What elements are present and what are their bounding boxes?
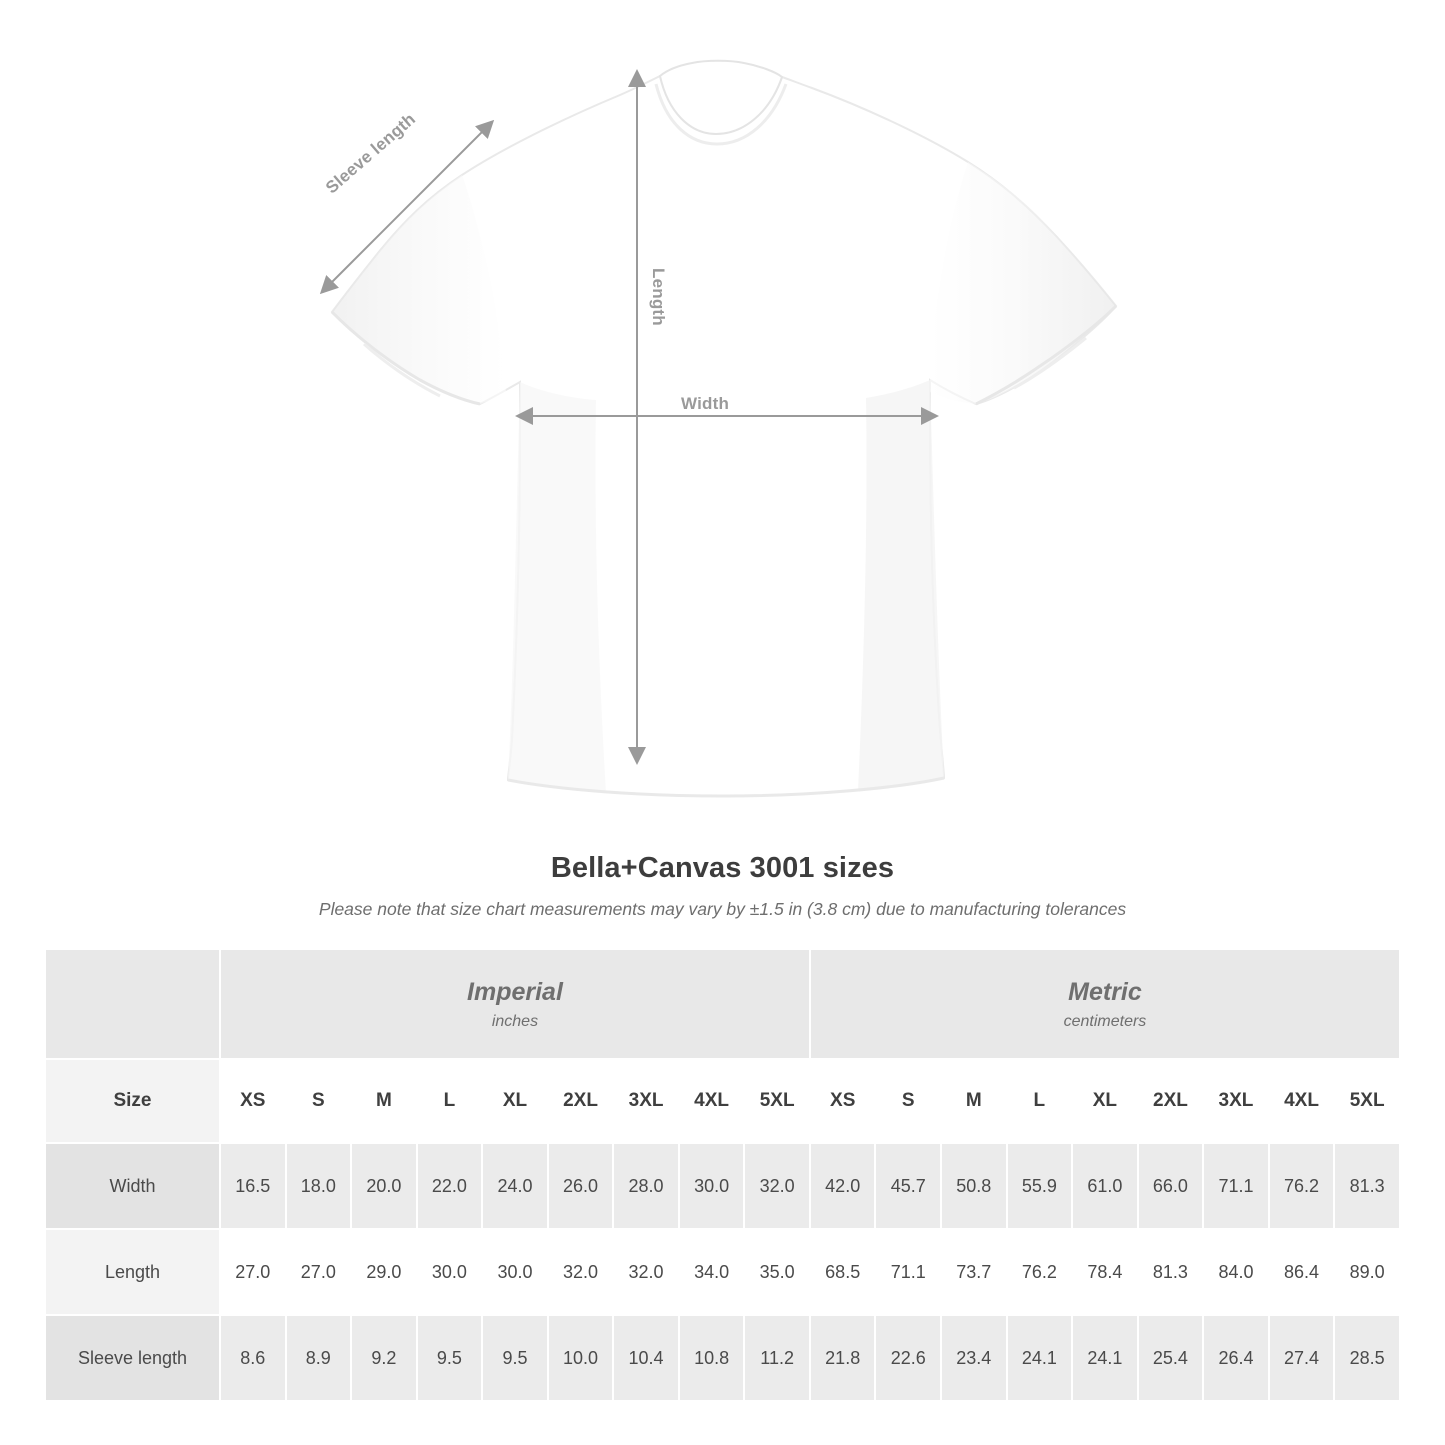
sleeve-xs: 8.6 <box>220 1315 286 1401</box>
sleeve-l: 9.5 <box>417 1315 483 1401</box>
length-2xl: 32.0 <box>548 1229 614 1315</box>
header-size-xs-metric: XS <box>810 1059 876 1143</box>
tolerance-note: Please note that size chart measurements may vary by ±1.5 in (3.8 cm) due to manufacturing tolerances <box>318 899 1127 919</box>
header-size-label: Size <box>45 1059 220 1143</box>
width-m: 20.0 <box>351 1143 417 1229</box>
unit-group-header-row <box>45 949 1400 1059</box>
sleeve-3xl-cm: 26.4 <box>1203 1315 1269 1401</box>
length-xl: 30.0 <box>482 1229 548 1315</box>
unit-group-empty-cell <box>45 949 220 1059</box>
header-size-s: S <box>286 1059 352 1143</box>
width-xs-cm: 42.0 <box>810 1143 876 1229</box>
sleeve-4xl-cm: 27.4 <box>1269 1315 1335 1401</box>
unit-group-metric-label: Metric <box>1068 978 1142 1007</box>
table-row <box>45 1229 1400 1315</box>
header-size-m-metric: M <box>941 1059 1007 1143</box>
width-5xl-cm: 81.3 <box>1334 1143 1400 1229</box>
header-size-xl-metric: XL <box>1072 1059 1138 1143</box>
width-5xl: 32.0 <box>744 1143 810 1229</box>
sleeve-length-dimension-label: Sleeve length <box>322 109 420 198</box>
header-size-4xl-metric: 4XL <box>1269 1059 1335 1143</box>
width-xl: 24.0 <box>482 1143 548 1229</box>
sleeve-5xl-cm: 28.5 <box>1334 1315 1400 1401</box>
sleeve-xs-cm: 21.8 <box>810 1315 876 1401</box>
width-s-cm: 45.7 <box>875 1143 941 1229</box>
sleeve-m-cm: 23.4 <box>941 1315 1007 1401</box>
header-size-3xl: 3XL <box>613 1059 679 1143</box>
sleeve-m: 9.2 <box>351 1315 417 1401</box>
unit-group-metric <box>810 949 1400 1059</box>
sleeve-2xl: 10.0 <box>548 1315 614 1401</box>
length-xs: 27.0 <box>220 1229 286 1315</box>
header-size-2xl: 2XL <box>548 1059 614 1143</box>
sleeve-s-cm: 22.6 <box>875 1315 941 1401</box>
unit-group-imperial-label: Imperial <box>467 978 563 1007</box>
size-table-wrapper <box>44 948 1401 1402</box>
width-l-cm: 55.9 <box>1007 1143 1073 1229</box>
length-2xl-cm: 81.3 <box>1138 1229 1204 1315</box>
table-header-row <box>45 1059 1400 1143</box>
width-xs: 16.5 <box>220 1143 286 1229</box>
sleeve-xl-cm: 24.1 <box>1072 1315 1138 1401</box>
header-size-3xl-metric: 3XL <box>1203 1059 1269 1143</box>
length-dimension-label: Length <box>649 268 668 326</box>
length-xl-cm: 78.4 <box>1072 1229 1138 1315</box>
sleeve-l-cm: 24.1 <box>1007 1315 1073 1401</box>
sleeve-3xl: 10.4 <box>613 1315 679 1401</box>
length-m: 29.0 <box>351 1229 417 1315</box>
length-l-cm: 76.2 <box>1007 1229 1073 1315</box>
length-4xl-cm: 86.4 <box>1269 1229 1335 1315</box>
header-size-m: M <box>351 1059 417 1143</box>
unit-group-imperial-sub: inches <box>491 1012 539 1030</box>
width-m-cm: 50.8 <box>941 1143 1007 1229</box>
length-s-cm: 71.1 <box>875 1229 941 1315</box>
page-title: Bella+Canvas 3001 sizes <box>550 852 895 884</box>
header-size-xl: XL <box>482 1059 548 1143</box>
length-3xl-cm: 84.0 <box>1203 1229 1269 1315</box>
size-table <box>44 948 1401 1402</box>
width-xl-cm: 61.0 <box>1072 1143 1138 1229</box>
width-2xl-cm: 66.0 <box>1138 1143 1204 1229</box>
header-size-l-metric: L <box>1007 1059 1073 1143</box>
table-row <box>45 1143 1400 1229</box>
header-size-5xl-metric: 5XL <box>1334 1059 1400 1143</box>
chart-title-block <box>0 852 1445 920</box>
sleeve-4xl: 10.8 <box>679 1315 745 1401</box>
width-l: 22.0 <box>417 1143 483 1229</box>
width-2xl: 26.0 <box>548 1143 614 1229</box>
header-size-4xl: 4XL <box>679 1059 745 1143</box>
width-dimension-label: Width <box>675 394 735 414</box>
sleeve-s: 8.9 <box>286 1315 352 1401</box>
header-size-5xl: 5XL <box>744 1059 810 1143</box>
width-4xl-cm: 76.2 <box>1269 1143 1335 1229</box>
row-label-length: Length <box>45 1229 220 1315</box>
length-l: 30.0 <box>417 1229 483 1315</box>
header-size-l: L <box>417 1059 483 1143</box>
length-xs-cm: 68.5 <box>810 1229 876 1315</box>
width-3xl: 28.0 <box>613 1143 679 1229</box>
sleeve-5xl: 11.2 <box>744 1315 810 1401</box>
header-size-s-metric: S <box>875 1059 941 1143</box>
length-5xl: 35.0 <box>744 1229 810 1315</box>
width-3xl-cm: 71.1 <box>1203 1143 1269 1229</box>
length-4xl: 34.0 <box>679 1229 745 1315</box>
sleeve-xl: 9.5 <box>482 1315 548 1401</box>
width-s: 18.0 <box>286 1143 352 1229</box>
sleeve-2xl-cm: 25.4 <box>1138 1315 1204 1401</box>
header-size-xs: XS <box>220 1059 286 1143</box>
unit-group-imperial <box>220 949 810 1059</box>
length-m-cm: 73.7 <box>941 1229 1007 1315</box>
row-label-width: Width <box>45 1143 220 1229</box>
header-size-2xl-metric: 2XL <box>1138 1059 1204 1143</box>
unit-group-metric-sub: centimeters <box>1063 1012 1147 1030</box>
width-4xl: 30.0 <box>679 1143 745 1229</box>
table-row <box>45 1315 1400 1401</box>
length-5xl-cm: 89.0 <box>1334 1229 1400 1315</box>
row-label-sleeve-length: Sleeve length <box>45 1315 220 1401</box>
length-3xl: 32.0 <box>613 1229 679 1315</box>
length-s: 27.0 <box>286 1229 352 1315</box>
